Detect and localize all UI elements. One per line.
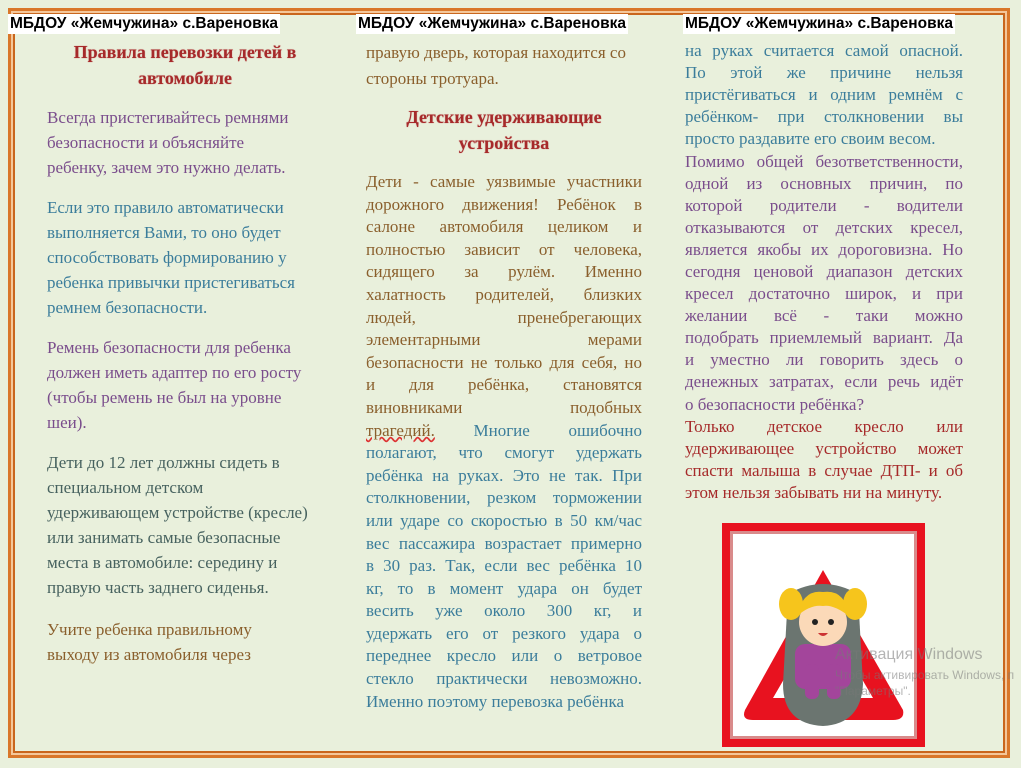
- title-line: автомобиле: [137, 68, 233, 88]
- text-line: (чтобы ремень не был на уровне: [47, 388, 282, 407]
- text-line: в 30 раз. Так, если вес ребёнка 10: [366, 556, 642, 576]
- text-line: Если это правило автоматически: [47, 198, 284, 217]
- paragraph: [47, 617, 327, 667]
- text-line: выходу из автомобиля через: [47, 645, 251, 664]
- text-line: людей, пренебрегающих: [366, 307, 642, 327]
- text-line: стороны тротуара.: [366, 69, 499, 88]
- text-line: салоне автомобиля целиком и: [366, 217, 642, 237]
- header-panel-3: МБДОУ «Жемчужина» с.Вареновка: [685, 15, 954, 32]
- text-line: или занимать самые безопасные: [47, 528, 281, 547]
- paragraph: [366, 171, 642, 713]
- header-panel-2: МБДОУ «Жемчужина» с.Вареновка: [358, 15, 627, 32]
- title-line: Детские удерживающие: [406, 107, 602, 127]
- text-line: Только детское кресло или: [685, 416, 963, 436]
- activation-watermark-text: Чтобы активировать Windows, п: [835, 668, 1015, 682]
- text-line: должен иметь адаптер по его росту: [47, 363, 302, 382]
- text-line: Именно поэтому перевозка ребёнка: [366, 691, 625, 711]
- text-line: безопасности не только для себя, но: [366, 352, 642, 372]
- text-line: элементарными мерами: [366, 330, 642, 350]
- text-line: удерживающее устройство может: [685, 438, 963, 458]
- text-segment: Многие ошибочно: [473, 420, 643, 440]
- text-line: безопасности и объясняйте: [47, 133, 245, 152]
- text-line: этом нельзя забывать ни на минуту.: [685, 482, 943, 502]
- text-line: удержать его от резкого удара о: [366, 623, 642, 643]
- text-line: дорожного движения! Ребёнок в: [366, 194, 642, 214]
- text-line: правую часть заднего сиденья.: [47, 578, 269, 597]
- text-line: на руках считается самой опасной.: [685, 41, 963, 60]
- text-line: отказываются от детских кресел,: [685, 217, 963, 237]
- text-line: подобрать приемлемый вариант. Да: [685, 328, 963, 348]
- text-line: халатность родителей, близких: [366, 284, 642, 304]
- activation-watermark-title: Активация Windows: [835, 646, 983, 663]
- text-line: сидящего за рулём. Именно: [366, 262, 642, 282]
- text-line: полагают, что смогут удержать: [366, 443, 642, 463]
- text-line: сегодня ценовой диапазон детских: [685, 261, 963, 281]
- text-line: правую дверь, которая находится со: [366, 43, 626, 62]
- header-panel-1: МБДОУ «Жемчужина» с.Вареновка: [10, 15, 279, 32]
- text-line: Дети - самые уязвимые участники: [366, 172, 642, 191]
- paragraph: [47, 195, 327, 320]
- text-line: шеи).: [47, 413, 87, 432]
- paragraph: [685, 40, 963, 150]
- text-line: денежных затратах, если речь идёт: [685, 372, 963, 392]
- activation-watermark-settings: "Параметры".: [835, 684, 911, 698]
- text-line: выполняется Вами, то оно будет: [47, 223, 281, 242]
- text-line: и для ребёнка, становятся: [366, 375, 642, 395]
- paragraph: [47, 450, 327, 600]
- text-line: желании всё - таки можно: [685, 306, 963, 326]
- text-line: [366, 420, 642, 443]
- text-line: столкновении, резком торможении: [366, 488, 642, 508]
- text-line: пристёгиваться и одним ремнём с: [685, 85, 963, 105]
- panel-2-title: [360, 104, 648, 156]
- text-line: По этой же причине нельзя: [685, 63, 963, 83]
- text-line: о безопасности ребёнка?: [685, 394, 865, 414]
- title-line: устройства: [458, 133, 550, 153]
- paragraph: [366, 40, 642, 92]
- text-line: Дети до 12 лет должны сидеть в: [47, 453, 280, 472]
- text-line: стекло практически невозможно.: [366, 669, 642, 689]
- text-line: которой родители - водители: [685, 195, 963, 215]
- text-line: ребенку, зачем это нужно делать.: [47, 158, 286, 177]
- text-line: вес пассажира возрастает примерно: [366, 533, 642, 553]
- text-line: просто раздавите его своим весом.: [685, 129, 936, 149]
- text-line: Всегда пристегивайтесь ремнями: [47, 108, 289, 127]
- text-line: ребенка привычки пристегиваться: [47, 273, 295, 292]
- text-line: и уместно ли говорить здесь о: [685, 350, 963, 370]
- text-line: спасти малыша в случае ДТП- и об: [685, 460, 963, 480]
- text-line: места в автомобиле: середину и: [47, 553, 278, 572]
- text-line: ребёнком- при столкновении вы: [685, 107, 963, 127]
- text-line: способствовать формированию у: [47, 248, 287, 267]
- paragraph: [685, 151, 963, 416]
- text-line: ремнем безопасности.: [47, 298, 208, 317]
- paragraph: [685, 416, 963, 504]
- paragraph: [47, 105, 327, 180]
- child-in-car-seat-icon: [733, 534, 914, 736]
- text-line: является якобы их дороговизна. Но: [685, 239, 963, 259]
- text-line: виновниками подобных: [366, 397, 642, 417]
- title-line: Правила перевозки детей в: [73, 42, 297, 62]
- child-seat-sign-image: [722, 523, 925, 747]
- text-line: Помимо общей безответственности,: [685, 151, 963, 171]
- text-line: весить уже около 300 кг, и: [366, 601, 642, 621]
- text-line: полностью зависит от человека,: [366, 239, 642, 259]
- text-line: одной из основных причин, по: [685, 173, 963, 193]
- text-line: удерживающем устройстве (кресле): [47, 503, 308, 522]
- text-line: переднее кресло или о ветровое: [366, 646, 642, 666]
- paragraph: [47, 335, 327, 435]
- text-line: Ремень безопасности для ребенка: [47, 338, 291, 357]
- panel-1-title: [40, 39, 330, 91]
- text-line: ребёнка на руках. Это не так. При: [366, 465, 642, 485]
- text-line: Учите ребенка правильному: [47, 620, 252, 639]
- text-line: кг, то в момент удара он будет: [366, 578, 642, 598]
- text-line: специальном детском: [47, 478, 204, 497]
- text-segment: трагедий.: [366, 420, 435, 440]
- text-line: кресел достаточно широк, и при: [685, 284, 963, 304]
- text-line: или ударе со скоростью в 50 км/час: [366, 510, 642, 530]
